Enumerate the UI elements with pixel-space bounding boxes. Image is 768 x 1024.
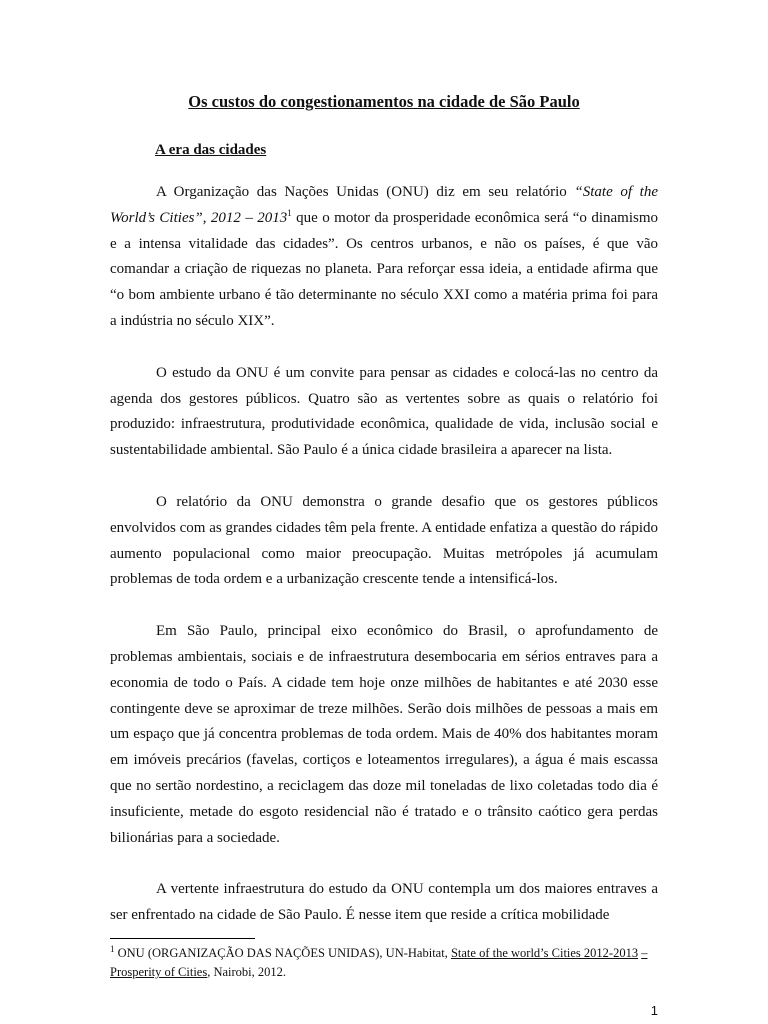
- footnote-number: 1: [110, 943, 115, 954]
- report-title-italic: “State of the World’s Cities”, 2012 – 2013: [110, 184, 659, 226]
- p1-text-b: que o motor da prosperidade econômica será “o dinamismo e a intensa vitalidade das cidades”. Os centros urbanos, e não os países, é que vão comandar a criação de riquezas no planeta. Para reforçar essa ideia, a entidade afirma que “o bom ambiente urbano é tão determinante no século XXI como a matéria prima foi para a indústria no século XIX”.: [110, 209, 658, 329]
- footnote: [110, 944, 658, 982]
- p1-text-a: A Organização das Nações Unidas (ONU) diz em seu relatório: [156, 184, 575, 200]
- footnote-link-2: – Prosperity of Cities: [110, 946, 648, 979]
- footnote-text-b: , Nairobi, 2012.: [207, 965, 287, 979]
- section-heading: A era das cidades: [155, 142, 267, 158]
- paragraph-5: A vertente infraestrutura do estudo da ONU contempla um dos maiores entraves a ser enfrentado na cidade de São Paulo. É nesse item que reside a crítica mobilidade: [110, 881, 658, 924]
- footnote-divider: [110, 938, 255, 939]
- footnote-link-1: State of the world’s Cities 2012-2013: [450, 946, 639, 960]
- paragraph-3: O relatório da ONU demonstra o grande desafio que os gestores públicos envolvidos com as grandes cidades têm pela frente. A entidade enfatiza a questão do rápido aumento populacional como maior preocupação. Muitas metrópoles já acumulam problemas de toda ordem e a urbanização crescente tende a intensificá-los.: [110, 493, 658, 588]
- footnote-ref: 1: [287, 207, 292, 218]
- paragraph-4: Em São Paulo, principal eixo econômico do Brasil, o aprofundamento de problemas ambientais, sociais e de infraestrutura desembocaria em sérios entraves para a economia de todo o País. A cidade tem hoje onze milhões de habitantes e até 2030 esse contingente deve se aproximar de treze milhões. Serão dois milhões de pessoas a mais em um espaço que já concentra problemas de toda ordem. Mais de 40% dos habitantes moram em imóveis precários (favelas, cortiços e loteamentos irregulares), a água é mais escassa que no sertão nordestino, a reciclagem das doze mil toneladas de lixo coletadas todo dia é insuficiente, metade do esgoto residencial não é tratado e o trânsito caótico gera perdas bilionárias para a sociedade.: [110, 623, 658, 846]
- footnote-text-a: ONU (ORGANIZAÇÃO DAS NAÇÕES UNIDAS), UN-Habitat,: [114, 946, 451, 960]
- page-title: Os custos do congestionamentos na cidade de São Paulo: [188, 92, 580, 111]
- body-text: [110, 180, 658, 955]
- page-number: 1: [650, 1003, 658, 1018]
- paragraph-2: O estudo da ONU é um convite para pensar as cidades e colocá-las no centro da agenda dos gestores públicos. Quatro são as vertentes sobre as quais o relatório foi produzido: infraestrutura, produtividade econômica, qualidade de vida, inclusão social e sustentabilidade ambiental. São Paulo é a única cidade brasileira a aparecer na lista.: [110, 364, 658, 459]
- paragraph-1: [110, 180, 658, 335]
